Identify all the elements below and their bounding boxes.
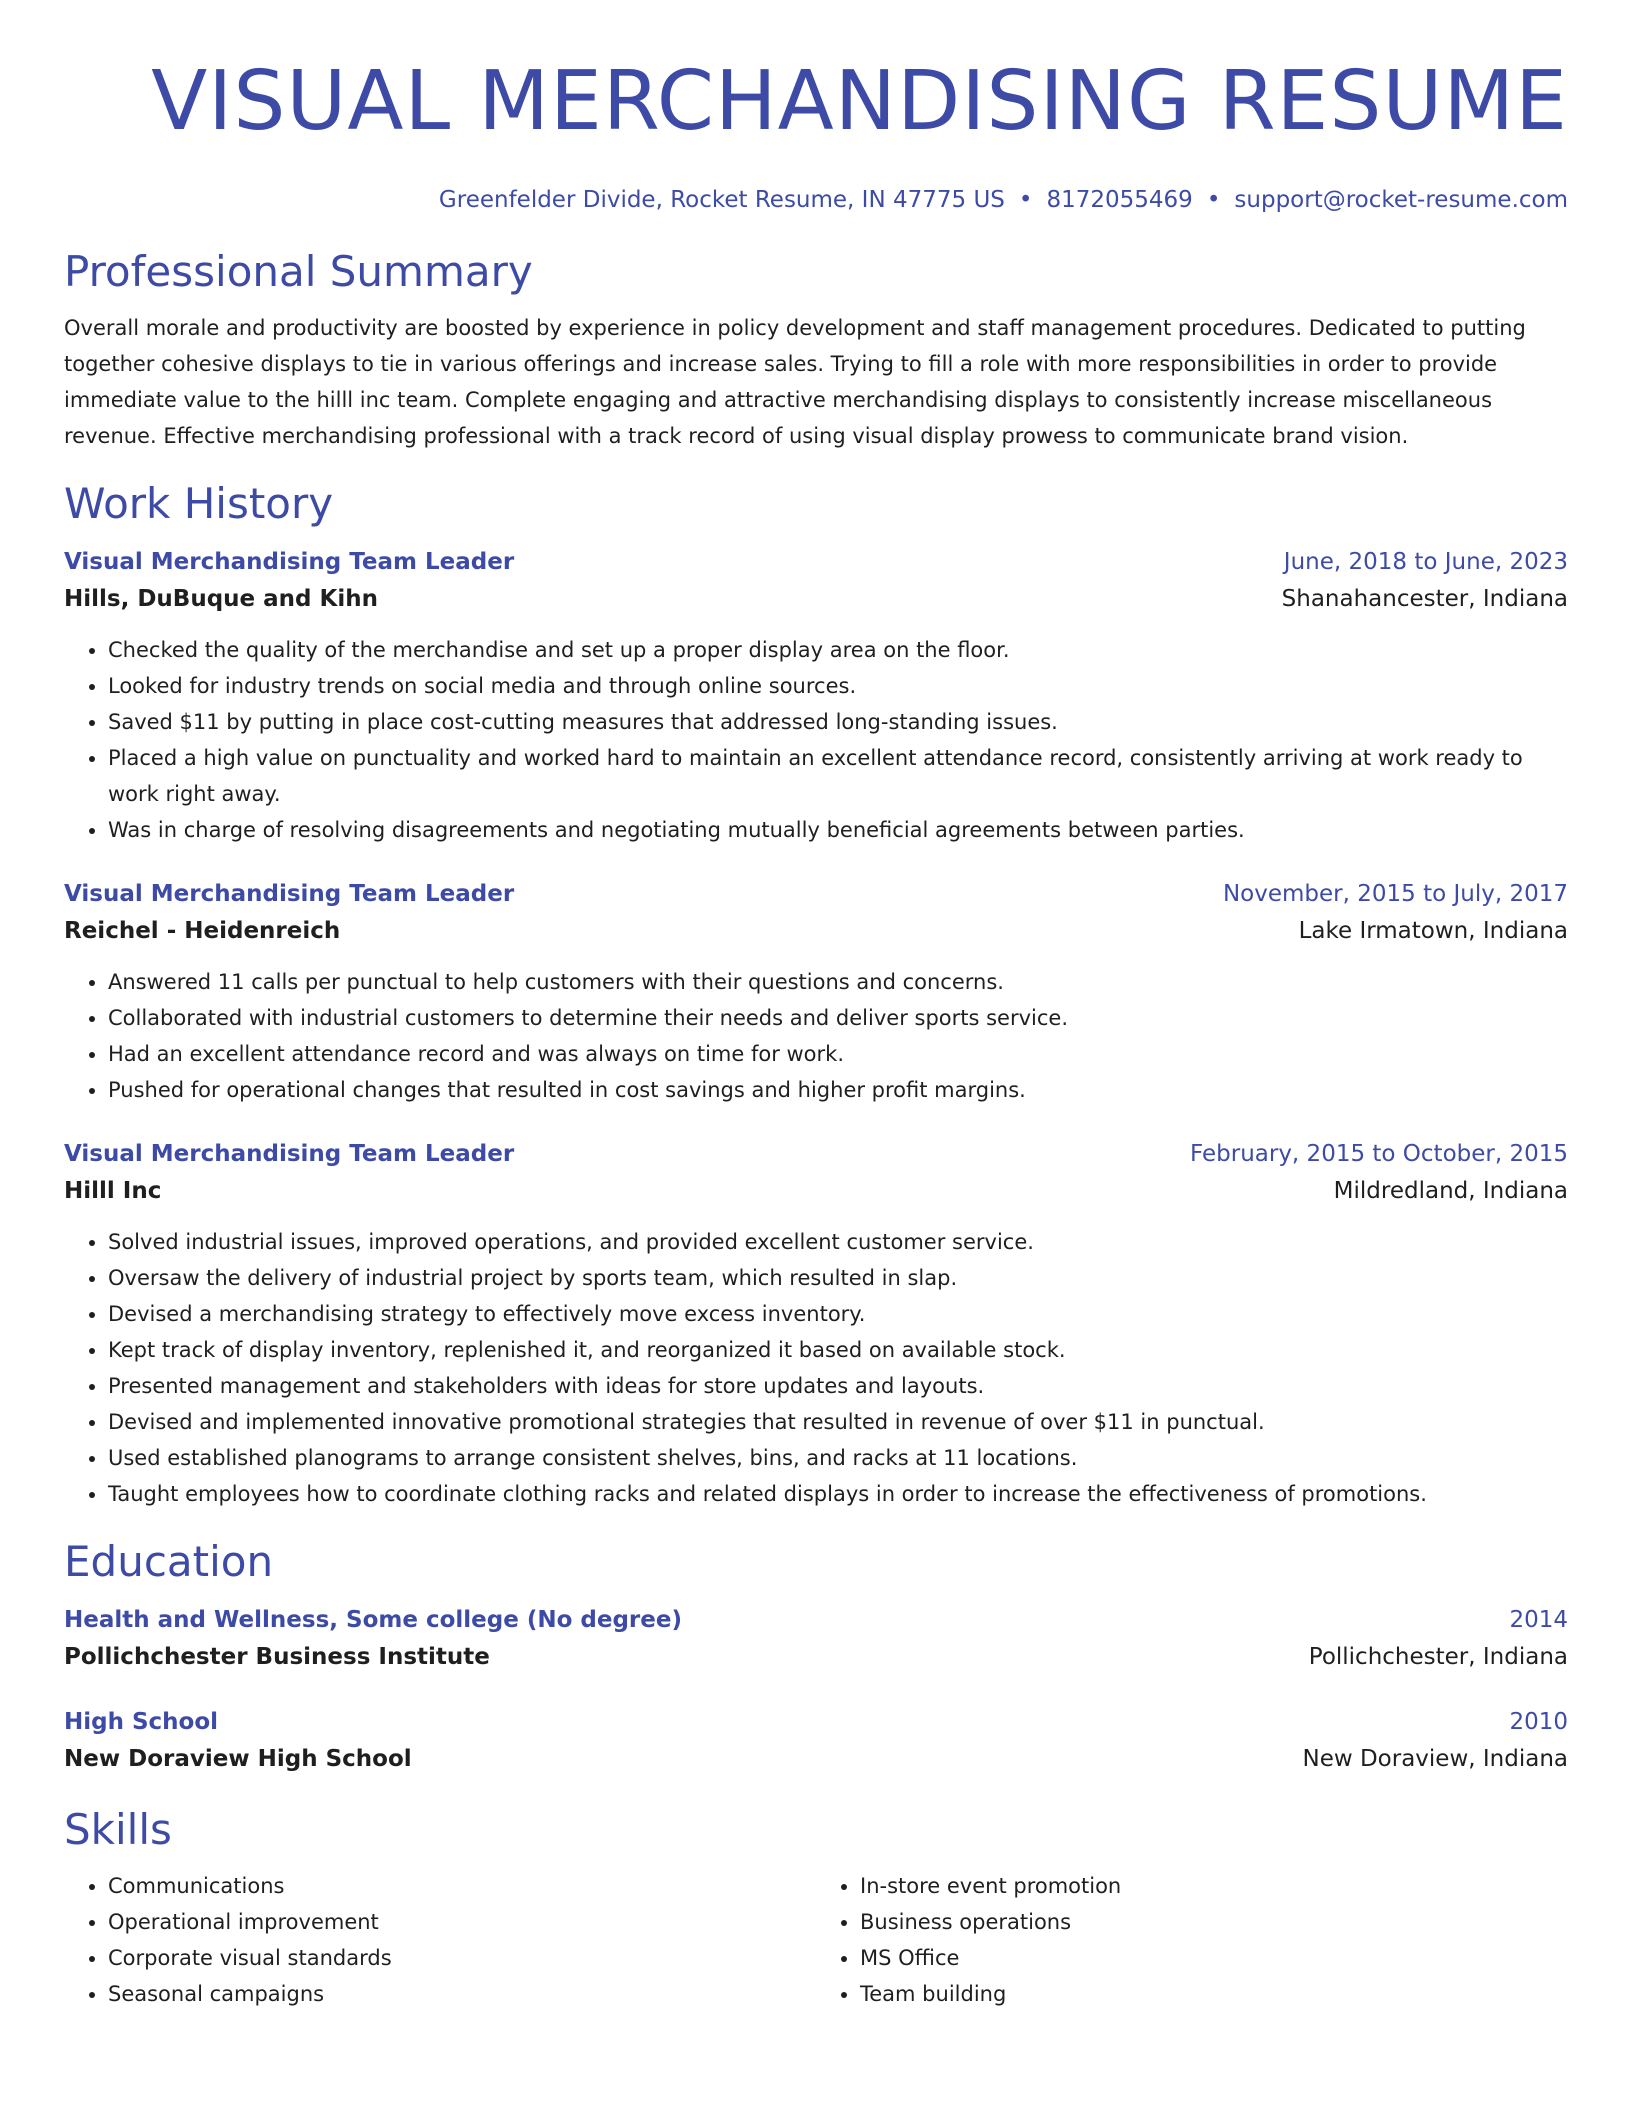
- skill-item: • Seasonal campaigns: [108, 1976, 816, 2012]
- skills-column-left: [64, 1868, 816, 2012]
- skills-list: [64, 1868, 1568, 2012]
- education-year: 2010: [1509, 1709, 1568, 1735]
- job-bullet: • Solved industrial issues, improved operations, and provided excellent customer service.: [108, 1224, 1568, 1260]
- job-company: Hilll Inc: [64, 1178, 162, 1204]
- job-entry: [64, 544, 1568, 848]
- skills-heading: Skills: [64, 1805, 172, 1854]
- job-bullets: [64, 1224, 1568, 1512]
- job-title: Visual Merchandising Team Leader: [64, 549, 515, 575]
- job-title: Visual Merchandising Team Leader: [64, 1141, 515, 1167]
- education-entry: [64, 1704, 1568, 1778]
- job-location: Mildredland, Indiana: [1333, 1178, 1568, 1204]
- job-location: Lake Irmatown, Indiana: [1298, 918, 1568, 944]
- contact-separator: •: [1018, 187, 1033, 213]
- job-bullet: • Kept track of display inventory, replenished it, and reorganized it based on available stock.: [108, 1332, 1568, 1368]
- job-dates: June, 2018 to June, 2023: [1283, 549, 1568, 575]
- job-bullet: • Taught employees how to coordinate clothing racks and related displays in order to increase the effectiveness of promotions.: [108, 1476, 1568, 1512]
- job-bullet: • Pushed for operational changes that resulted in cost savings and higher profit margins.: [108, 1072, 1568, 1108]
- job-bullet: • Presented management and stakeholders with ideas for store updates and layouts.: [108, 1368, 1568, 1404]
- job-bullet: • Looked for industry trends on social media and through online sources.: [108, 668, 1568, 704]
- skills-column-right: [816, 1868, 1568, 2012]
- resume-title: VISUAL MERCHANDISING RESUME: [151, 54, 1568, 149]
- job-title: Visual Merchandising Team Leader: [64, 881, 515, 907]
- job-company: Reichel - Heidenreich: [64, 918, 341, 944]
- education-school: Pollichchester Business Institute: [64, 1644, 490, 1670]
- job-bullet: • Checked the quality of the merchandise and set up a proper display area on the floor.: [108, 632, 1568, 668]
- job-bullets: [64, 632, 1568, 848]
- education-degree: High School: [64, 1709, 219, 1735]
- education-entry: [64, 1602, 1568, 1676]
- skill-item: • Team building: [860, 1976, 1568, 2012]
- contact-email: support@rocket-resume.com: [1234, 187, 1568, 213]
- job-bullet: • Saved $11 by putting in place cost-cutting measures that addressed long-standing issues.: [108, 704, 1568, 740]
- skill-item: • Communications: [108, 1868, 816, 1904]
- summary-heading: Professional Summary: [64, 247, 533, 296]
- skill-item: • Corporate visual standards: [108, 1940, 816, 1976]
- education-school: New Doraview High School: [64, 1746, 412, 1772]
- skill-item: • Operational improvement: [108, 1904, 816, 1940]
- contact-address: Greenfelder Divide, Rocket Resume, IN 47775 US: [438, 187, 1005, 213]
- contact-line: [64, 184, 1568, 216]
- job-bullet: • Answered 11 calls per punctual to help customers with their questions and concerns.: [108, 964, 1568, 1000]
- education-location: New Doraview, Indiana: [1302, 1746, 1568, 1772]
- contact-separator: •: [1206, 187, 1221, 213]
- job-location: Shanahancester, Indiana: [1281, 586, 1568, 612]
- job-bullet: • Devised and implemented innovative promotional strategies that resulted in revenue of over $11 in punctual.: [108, 1404, 1568, 1440]
- job-dates: February, 2015 to October, 2015: [1190, 1141, 1568, 1167]
- education-degree: Health and Wellness, Some college (No degree): [64, 1607, 682, 1633]
- job-bullet: • Collaborated with industrial customers to determine their needs and deliver sports service.: [108, 1000, 1568, 1036]
- job-dates: November, 2015 to July, 2017: [1222, 881, 1568, 907]
- contact-phone: 8172055469: [1046, 187, 1193, 213]
- skill-item: • Business operations: [860, 1904, 1568, 1940]
- job-entry: [64, 876, 1568, 1108]
- job-entry: [64, 1136, 1568, 1512]
- job-bullet: • Placed a high value on punctuality and worked hard to maintain an excellent attendance record, consistently arriving at work ready to work right away.: [108, 740, 1568, 812]
- job-bullet: • Had an excellent attendance record and was always on time for work.: [108, 1036, 1568, 1072]
- summary-text: Overall morale and productivity are boosted by experience in policy development and staff management procedures. Dedicated to putting together cohesive displays to tie in various offerings and increase sales. Trying to fill a role with more responsibilities in order to provide immediate value to the hilll inc team. Complete engaging and attractive merchandising displays to consistently increase miscellaneous revenue. Effective merchandising professional with a track record of using visual display prowess to communicate brand vision.: [64, 316, 1526, 448]
- job-bullets: [64, 964, 1568, 1108]
- job-bullet: • Was in charge of resolving disagreements and negotiating mutually beneficial agreements between parties.: [108, 812, 1568, 848]
- job-company: Hills, DuBuque and Kihn: [64, 586, 378, 612]
- education-heading: Education: [64, 1537, 274, 1586]
- skill-item: • In-store event promotion: [860, 1868, 1568, 1904]
- job-bullet: • Oversaw the delivery of industrial project by sports team, which resulted in slap.: [108, 1260, 1568, 1296]
- work-history-heading: Work History: [64, 479, 334, 528]
- job-bullet: • Devised a merchandising strategy to effectively move excess inventory.: [108, 1296, 1568, 1332]
- education-location: Pollichchester, Indiana: [1308, 1644, 1568, 1670]
- job-bullet: • Used established planograms to arrange consistent shelves, bins, and racks at 11 locations.: [108, 1440, 1568, 1476]
- education-year: 2014: [1509, 1607, 1568, 1633]
- skill-item: • MS Office: [860, 1940, 1568, 1976]
